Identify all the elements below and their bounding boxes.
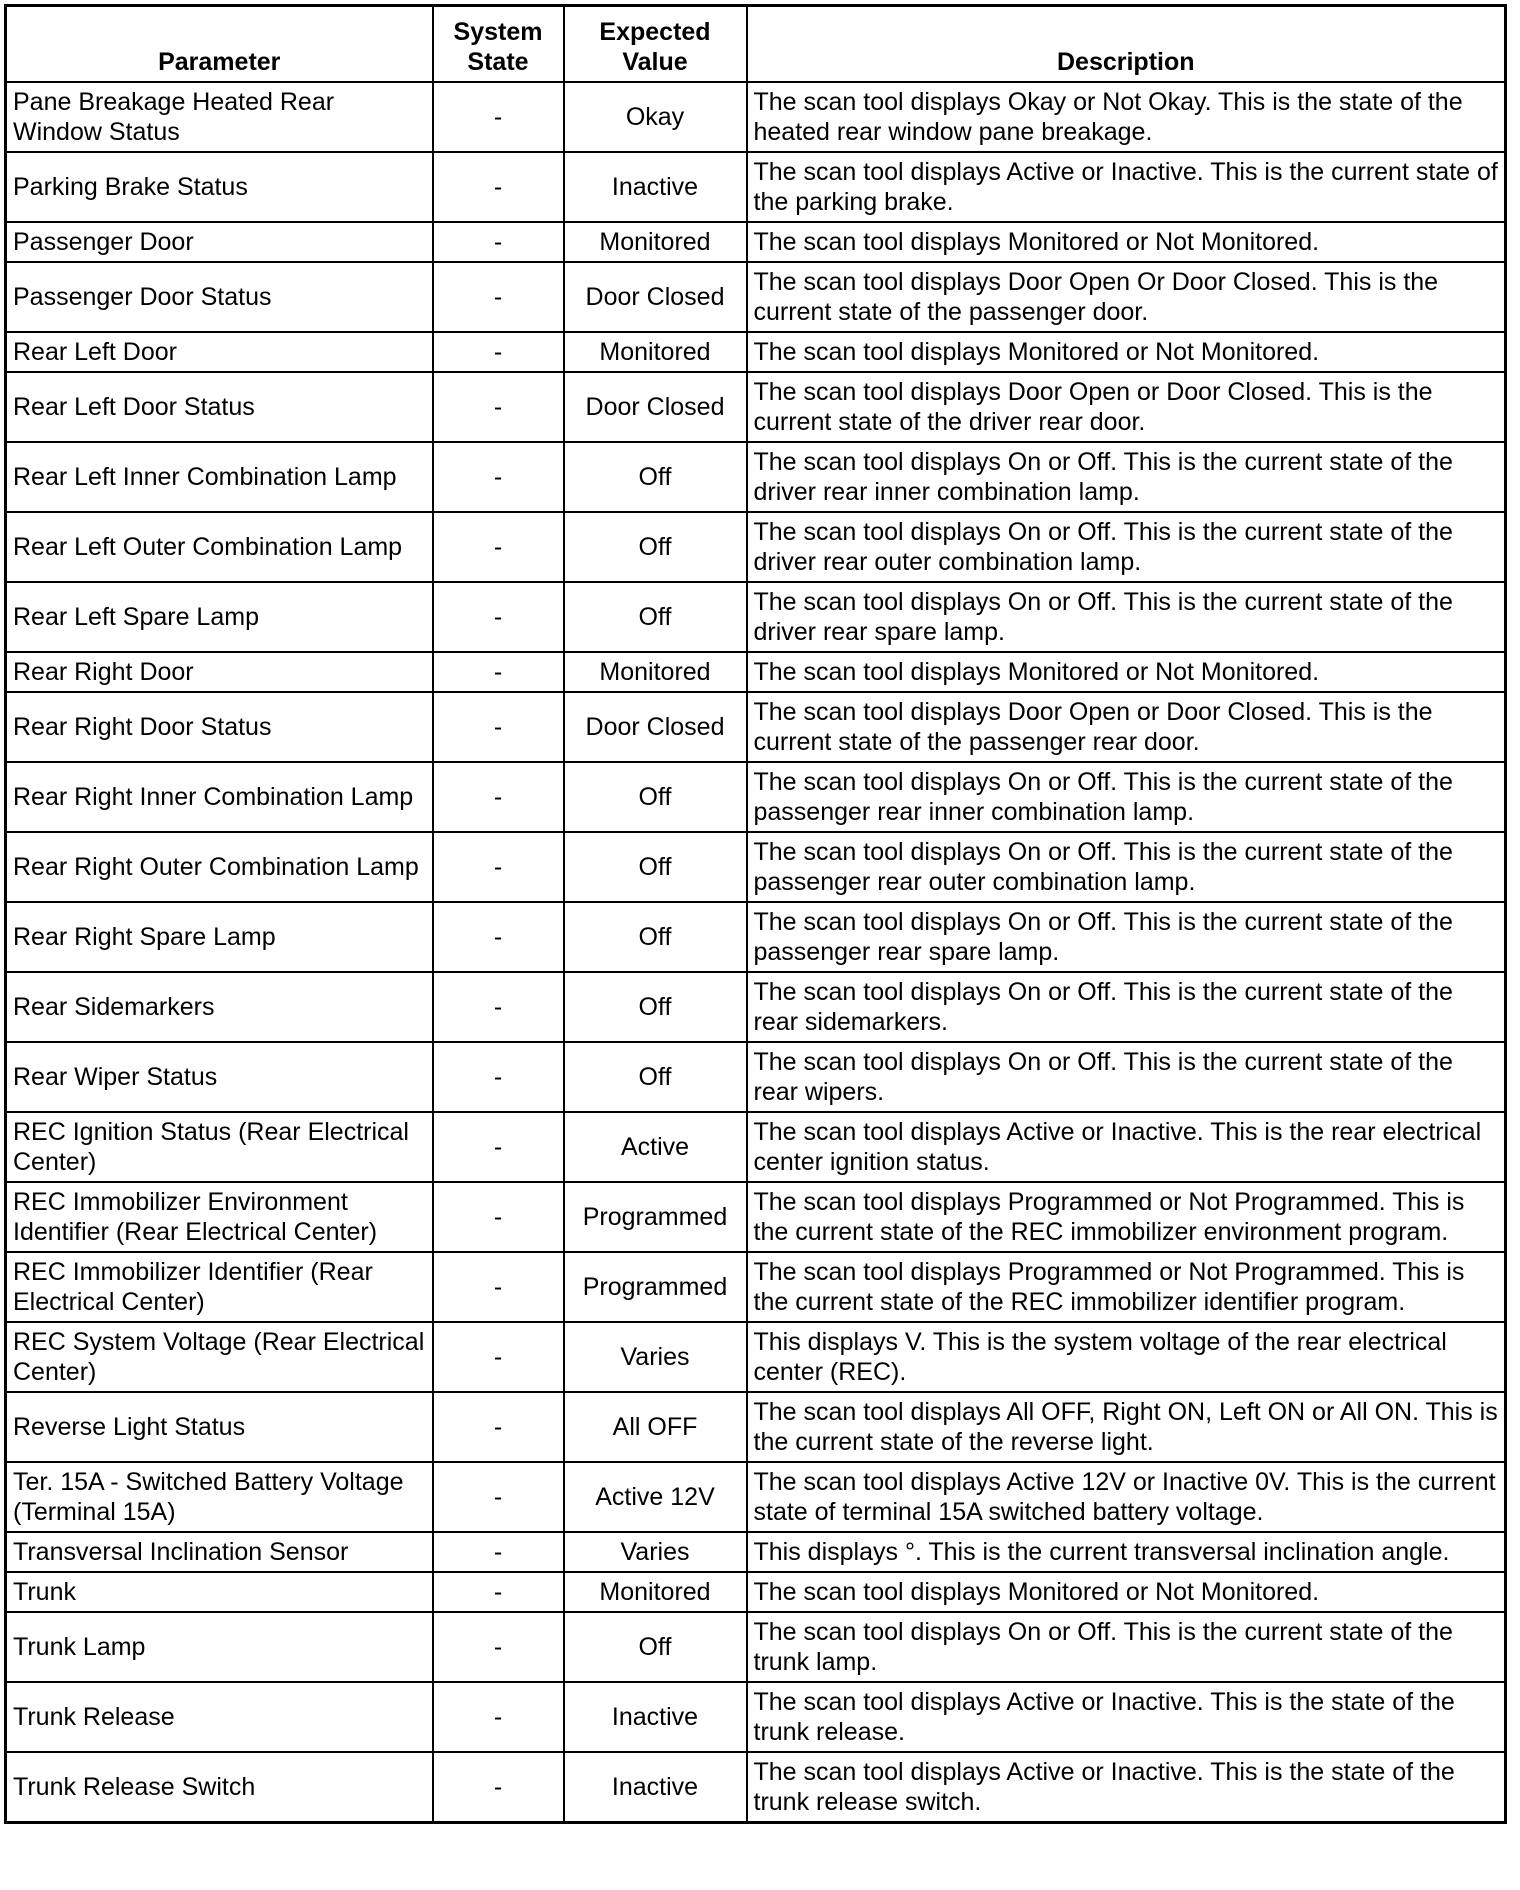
table-row <box>6 442 1506 512</box>
cell-expected-value: Off <box>564 1612 747 1682</box>
cell-description: The scan tool displays Active or Inactive. This is the current state of the parking brake. <box>747 152 1506 222</box>
cell-system-state: - <box>433 1112 564 1182</box>
cell-expected-value: Varies <box>564 1532 747 1572</box>
cell-expected-value: Door Closed <box>564 262 747 332</box>
table-row <box>6 582 1506 652</box>
cell-system-state: - <box>433 262 564 332</box>
cell-expected-value: Monitored <box>564 652 747 692</box>
table-row <box>6 1532 1506 1572</box>
header-expected-value: Expected Value <box>564 6 747 83</box>
table-row <box>6 332 1506 372</box>
table-row <box>6 1572 1506 1612</box>
cell-parameter: Rear Left Spare Lamp <box>6 582 433 652</box>
cell-parameter: Rear Right Outer Combination Lamp <box>6 832 433 902</box>
table-row <box>6 902 1506 972</box>
cell-expected-value: Inactive <box>564 1682 747 1752</box>
cell-description: The scan tool displays Programmed or Not Programmed. This is the current state of the REC immobilizer environment program. <box>747 1182 1506 1252</box>
cell-system-state: - <box>433 512 564 582</box>
cell-description: The scan tool displays All OFF, Right ON, Left ON or All ON. This is the current state of the reverse light. <box>747 1392 1506 1462</box>
table-row <box>6 762 1506 832</box>
cell-expected-value: Active 12V <box>564 1462 747 1532</box>
cell-expected-value: Off <box>564 512 747 582</box>
cell-expected-value: Monitored <box>564 332 747 372</box>
cell-system-state: - <box>433 582 564 652</box>
cell-description: The scan tool displays Okay or Not Okay. This is the state of the heated rear window pane breakage. <box>747 82 1506 152</box>
cell-system-state: - <box>433 152 564 222</box>
table-row <box>6 832 1506 902</box>
table-row <box>6 222 1506 262</box>
cell-description: The scan tool displays Programmed or Not Programmed. This is the current state of the REC immobilizer identifier program. <box>747 1252 1506 1322</box>
table-row <box>6 1392 1506 1462</box>
cell-description: The scan tool displays Monitored or Not Monitored. <box>747 1572 1506 1612</box>
parameters-table <box>4 4 1507 1824</box>
cell-system-state: - <box>433 1042 564 1112</box>
table-row <box>6 262 1506 332</box>
cell-parameter: Trunk Release <box>6 1682 433 1752</box>
cell-expected-value: Off <box>564 972 747 1042</box>
table-row <box>6 1322 1506 1392</box>
cell-system-state: - <box>433 1532 564 1572</box>
cell-system-state: - <box>433 692 564 762</box>
cell-expected-value: Off <box>564 832 747 902</box>
cell-parameter: Rear Right Door <box>6 652 433 692</box>
header-description: Description <box>747 6 1506 83</box>
table-row <box>6 1252 1506 1322</box>
table-row <box>6 152 1506 222</box>
cell-description: The scan tool displays Monitored or Not Monitored. <box>747 652 1506 692</box>
cell-expected-value: Okay <box>564 82 747 152</box>
cell-system-state: - <box>433 652 564 692</box>
cell-parameter: Reverse Light Status <box>6 1392 433 1462</box>
cell-description: The scan tool displays On or Off. This is the current state of the passenger rear outer combination lamp. <box>747 832 1506 902</box>
cell-parameter: Rear Left Door <box>6 332 433 372</box>
table-row <box>6 692 1506 762</box>
cell-system-state: - <box>433 1612 564 1682</box>
cell-parameter: Rear Right Door Status <box>6 692 433 762</box>
cell-parameter: Rear Right Spare Lamp <box>6 902 433 972</box>
cell-expected-value: Varies <box>564 1322 747 1392</box>
cell-expected-value: Inactive <box>564 152 747 222</box>
cell-parameter: Rear Sidemarkers <box>6 972 433 1042</box>
cell-parameter: REC Immobilizer Environment Identifier (Rear Electrical Center) <box>6 1182 433 1252</box>
cell-system-state: - <box>433 222 564 262</box>
cell-expected-value: Off <box>564 442 747 512</box>
cell-system-state: - <box>433 972 564 1042</box>
cell-description: The scan tool displays Door Open Or Door Closed. This is the current state of the passenger door. <box>747 262 1506 332</box>
cell-expected-value: Off <box>564 582 747 652</box>
cell-description: The scan tool displays On or Off. This is the current state of the driver rear outer combination lamp. <box>747 512 1506 582</box>
cell-system-state: - <box>433 82 564 152</box>
cell-system-state: - <box>433 1392 564 1462</box>
cell-parameter: Transversal Inclination Sensor <box>6 1532 433 1572</box>
cell-system-state: - <box>433 332 564 372</box>
cell-description: The scan tool displays Monitored or Not Monitored. <box>747 222 1506 262</box>
cell-system-state: - <box>433 762 564 832</box>
cell-parameter: Rear Right Inner Combination Lamp <box>6 762 433 832</box>
cell-expected-value: Off <box>564 902 747 972</box>
cell-description: The scan tool displays Active or Inactive. This is the state of the trunk release. <box>747 1682 1506 1752</box>
cell-parameter: Ter. 15A - Switched Battery Voltage (Terminal 15A) <box>6 1462 433 1532</box>
table-row <box>6 972 1506 1042</box>
table-row <box>6 1612 1506 1682</box>
cell-system-state: - <box>433 442 564 512</box>
document-page <box>4 4 1504 1824</box>
cell-description: The scan tool displays On or Off. This is the current state of the passenger rear inner combination lamp. <box>747 762 1506 832</box>
cell-description: The scan tool displays On or Off. This is the current state of the passenger rear spare lamp. <box>747 902 1506 972</box>
cell-expected-value: Monitored <box>564 222 747 262</box>
cell-description: The scan tool displays On or Off. This is the current state of the rear sidemarkers. <box>747 972 1506 1042</box>
cell-parameter: Pane Breakage Heated Rear Window Status <box>6 82 433 152</box>
cell-description: The scan tool displays On or Off. This is the current state of the rear wipers. <box>747 1042 1506 1112</box>
cell-system-state: - <box>433 1682 564 1752</box>
cell-parameter: Trunk <box>6 1572 433 1612</box>
header-parameter: Parameter <box>6 6 433 83</box>
cell-description: The scan tool displays On or Off. This is the current state of the trunk lamp. <box>747 1612 1506 1682</box>
table-row <box>6 1682 1506 1752</box>
table-row <box>6 1182 1506 1252</box>
cell-parameter: Rear Left Door Status <box>6 372 433 442</box>
cell-system-state: - <box>433 832 564 902</box>
cell-expected-value: Door Closed <box>564 372 747 442</box>
cell-parameter: REC Immobilizer Identifier (Rear Electrical Center) <box>6 1252 433 1322</box>
cell-description: This displays °. This is the current transversal inclination angle. <box>747 1532 1506 1572</box>
cell-system-state: - <box>433 372 564 442</box>
cell-expected-value: Off <box>564 1042 747 1112</box>
cell-system-state: - <box>433 1322 564 1392</box>
cell-expected-value: All OFF <box>564 1392 747 1462</box>
cell-expected-value: Programmed <box>564 1182 747 1252</box>
cell-parameter: REC Ignition Status (Rear Electrical Center) <box>6 1112 433 1182</box>
cell-expected-value: Inactive <box>564 1752 747 1823</box>
table-body <box>6 82 1506 1823</box>
cell-parameter: Rear Left Outer Combination Lamp <box>6 512 433 582</box>
cell-parameter: Rear Left Inner Combination Lamp <box>6 442 433 512</box>
cell-system-state: - <box>433 1182 564 1252</box>
cell-expected-value: Off <box>564 762 747 832</box>
cell-parameter: Passenger Door <box>6 222 433 262</box>
cell-description: The scan tool displays Door Open or Door Closed. This is the current state of the passenger rear door. <box>747 692 1506 762</box>
cell-parameter: Parking Brake Status <box>6 152 433 222</box>
cell-description: The scan tool displays Door Open or Door Closed. This is the current state of the driver rear door. <box>747 372 1506 442</box>
table-row <box>6 372 1506 442</box>
cell-parameter: Rear Wiper Status <box>6 1042 433 1112</box>
cell-system-state: - <box>433 1752 564 1823</box>
table-row <box>6 652 1506 692</box>
cell-parameter: REC System Voltage (Rear Electrical Center) <box>6 1322 433 1392</box>
cell-system-state: - <box>433 1572 564 1612</box>
table-row <box>6 1112 1506 1182</box>
cell-expected-value: Programmed <box>564 1252 747 1322</box>
cell-description: The scan tool displays Active or Inactive. This is the rear electrical center ignition status. <box>747 1112 1506 1182</box>
cell-description: The scan tool displays Monitored or Not Monitored. <box>747 332 1506 372</box>
cell-system-state: - <box>433 1252 564 1322</box>
cell-description: The scan tool displays On or Off. This is the current state of the driver rear inner combination lamp. <box>747 442 1506 512</box>
header-row <box>6 6 1506 83</box>
cell-description: The scan tool displays Active 12V or Inactive 0V. This is the current state of terminal 15A switched battery voltage. <box>747 1462 1506 1532</box>
cell-system-state: - <box>433 902 564 972</box>
cell-description: The scan tool displays Active or Inactive. This is the state of the trunk release switch. <box>747 1752 1506 1823</box>
table-row <box>6 82 1506 152</box>
table-row <box>6 1462 1506 1532</box>
cell-expected-value: Active <box>564 1112 747 1182</box>
cell-parameter: Passenger Door Status <box>6 262 433 332</box>
cell-system-state: - <box>433 1462 564 1532</box>
cell-description: This displays V. This is the system voltage of the rear electrical center (REC). <box>747 1322 1506 1392</box>
cell-parameter: Trunk Lamp <box>6 1612 433 1682</box>
table-row <box>6 1042 1506 1112</box>
header-system-state: System State <box>433 6 564 83</box>
cell-expected-value: Monitored <box>564 1572 747 1612</box>
table-row <box>6 1752 1506 1823</box>
cell-expected-value: Door Closed <box>564 692 747 762</box>
cell-parameter: Trunk Release Switch <box>6 1752 433 1823</box>
table-row <box>6 512 1506 582</box>
cell-description: The scan tool displays On or Off. This is the current state of the driver rear spare lamp. <box>747 582 1506 652</box>
